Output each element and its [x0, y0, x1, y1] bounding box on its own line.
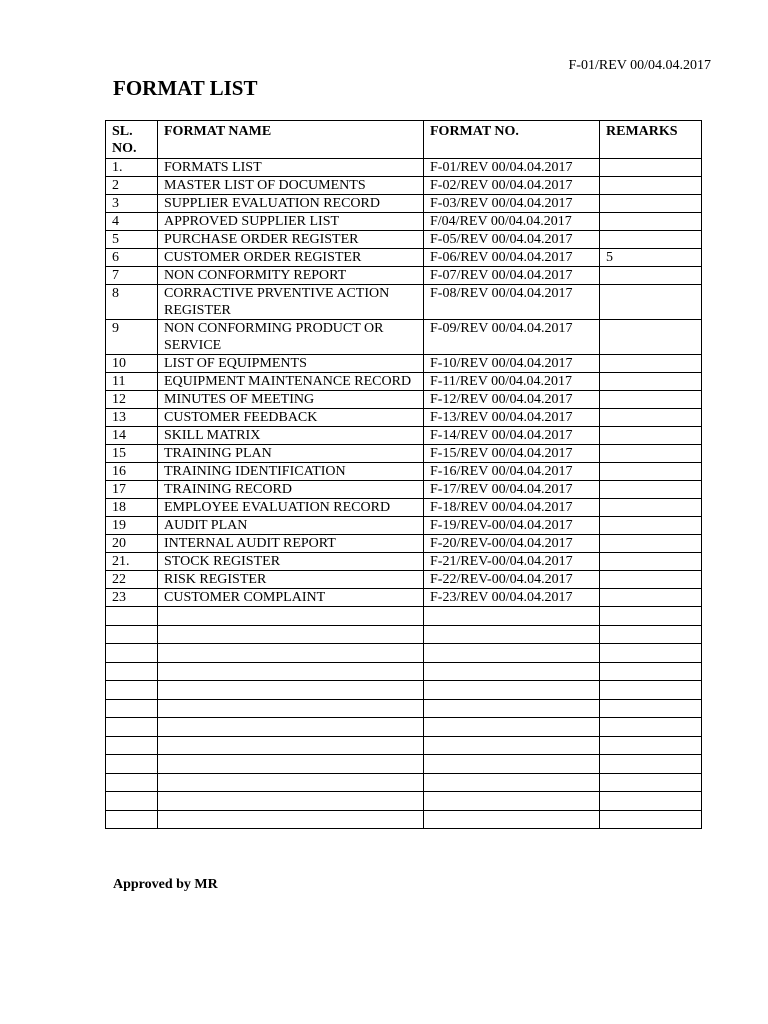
table-header-row: [106, 121, 702, 159]
format-no-cell: F-22/REV-00/04.04.2017: [424, 571, 600, 589]
format-name-cell: CUSTOMER ORDER REGISTER: [158, 249, 424, 267]
empty-cell: [600, 625, 702, 644]
format-name-cell: TRAINING RECORD: [158, 481, 424, 499]
empty-cell: [600, 792, 702, 811]
format-no-cell: F-03/REV 00/04.04.2017: [424, 195, 600, 213]
empty-cell: [106, 625, 158, 644]
table-row: [106, 391, 702, 409]
sl-no-cell: 20: [106, 535, 158, 553]
empty-cell: [424, 810, 600, 829]
format-name-cell: EMPLOYEE EVALUATION RECORD: [158, 499, 424, 517]
empty-cell: [106, 718, 158, 737]
empty-table-row: [106, 792, 702, 811]
format-no-cell: F-01/REV 00/04.04.2017: [424, 159, 600, 177]
table-row: [106, 373, 702, 391]
empty-cell: [106, 662, 158, 681]
format-name-cell: AUDIT PLAN: [158, 517, 424, 535]
empty-table-row: [106, 755, 702, 774]
table-row: [106, 159, 702, 177]
empty-cell: [424, 736, 600, 755]
sl-no-cell: 7: [106, 267, 158, 285]
format-name-cell: TRAINING IDENTIFICATION: [158, 463, 424, 481]
table-row: [106, 213, 702, 231]
empty-cell: [424, 699, 600, 718]
format-name-cell: CORRACTIVE PRVENTIVE ACTION REGISTER: [158, 285, 424, 320]
sl-no-cell: 1.: [106, 159, 158, 177]
document-code: F-01/REV 00/04.04.2017: [568, 58, 711, 73]
format-name-cell: EQUIPMENT MAINTENANCE RECORD: [158, 373, 424, 391]
sl-no-cell: 17: [106, 481, 158, 499]
empty-table-row: [106, 681, 702, 700]
empty-cell: [106, 699, 158, 718]
table-row: [106, 267, 702, 285]
table-row: [106, 481, 702, 499]
format-no-cell: F-07/REV 00/04.04.2017: [424, 267, 600, 285]
empty-cell: [600, 607, 702, 626]
remarks-cell: [600, 320, 702, 355]
table-row: [106, 589, 702, 607]
column-header-sl-no: SL. NO.: [106, 121, 158, 159]
remarks-cell: [600, 535, 702, 553]
sl-no-cell: 10: [106, 355, 158, 373]
remarks-cell: [600, 195, 702, 213]
sl-no-cell: 6: [106, 249, 158, 267]
sl-no-cell: 23: [106, 589, 158, 607]
table-row: [106, 517, 702, 535]
sl-no-cell: 8: [106, 285, 158, 320]
remarks-cell: [600, 553, 702, 571]
table-row: [106, 553, 702, 571]
empty-cell: [424, 755, 600, 774]
format-no-cell: F-17/REV 00/04.04.2017: [424, 481, 600, 499]
sl-no-cell: 12: [106, 391, 158, 409]
sl-no-cell: 4: [106, 213, 158, 231]
sl-no-cell: 11: [106, 373, 158, 391]
empty-table-row: [106, 736, 702, 755]
empty-table-row: [106, 718, 702, 737]
format-name-cell: NON CONFORMITY REPORT: [158, 267, 424, 285]
table-row: [106, 571, 702, 589]
remarks-cell: [600, 213, 702, 231]
format-no-cell: F-02/REV 00/04.04.2017: [424, 177, 600, 195]
table-row: [106, 177, 702, 195]
empty-cell: [158, 662, 424, 681]
empty-cell: [158, 644, 424, 663]
table-row: [106, 409, 702, 427]
page-title: FORMAT LIST: [113, 76, 258, 100]
empty-cell: [600, 699, 702, 718]
format-no-cell: F-20/REV-00/04.04.2017: [424, 535, 600, 553]
format-no-cell: F-12/REV 00/04.04.2017: [424, 391, 600, 409]
format-no-cell: F-23/REV 00/04.04.2017: [424, 589, 600, 607]
format-name-cell: APPROVED SUPPLIER LIST: [158, 213, 424, 231]
sl-no-cell: 19: [106, 517, 158, 535]
column-header-format-name: FORMAT NAME: [158, 121, 424, 159]
format-name-cell: INTERNAL AUDIT REPORT: [158, 535, 424, 553]
empty-cell: [158, 755, 424, 774]
remarks-cell: 5: [600, 249, 702, 267]
empty-cell: [106, 736, 158, 755]
empty-table-row: [106, 699, 702, 718]
format-no-cell: F-11/REV 00/04.04.2017: [424, 373, 600, 391]
empty-cell: [600, 681, 702, 700]
empty-cell: [158, 792, 424, 811]
empty-cell: [158, 607, 424, 626]
remarks-cell: [600, 373, 702, 391]
table-row: [106, 231, 702, 249]
empty-cell: [424, 718, 600, 737]
empty-cell: [600, 773, 702, 792]
remarks-cell: [600, 285, 702, 320]
empty-cell: [424, 625, 600, 644]
format-no-cell: F-10/REV 00/04.04.2017: [424, 355, 600, 373]
remarks-cell: [600, 463, 702, 481]
empty-cell: [600, 810, 702, 829]
empty-table-row: [106, 607, 702, 626]
empty-cell: [106, 681, 158, 700]
empty-cell: [424, 681, 600, 700]
format-name-cell: FORMATS LIST: [158, 159, 424, 177]
format-no-cell: F-16/REV 00/04.04.2017: [424, 463, 600, 481]
sl-no-cell: 15: [106, 445, 158, 463]
sl-no-cell: 22: [106, 571, 158, 589]
empty-cell: [424, 607, 600, 626]
sl-no-cell: 3: [106, 195, 158, 213]
format-no-cell: F/04/REV 00/04.04.2017: [424, 213, 600, 231]
format-no-cell: F-18/REV 00/04.04.2017: [424, 499, 600, 517]
empty-cell: [158, 736, 424, 755]
approved-by-label: Approved by MR: [113, 877, 218, 892]
empty-cell: [106, 773, 158, 792]
table-row: [106, 427, 702, 445]
format-name-cell: SUPPLIER EVALUATION RECORD: [158, 195, 424, 213]
format-no-cell: F-15/REV 00/04.04.2017: [424, 445, 600, 463]
empty-cell: [106, 755, 158, 774]
table-row: [106, 445, 702, 463]
table-row: [106, 285, 702, 320]
empty-cell: [424, 792, 600, 811]
sl-no-cell: 21.: [106, 553, 158, 571]
empty-table-row: [106, 662, 702, 681]
empty-cell: [158, 810, 424, 829]
format-name-cell: LIST OF EQUIPMENTS: [158, 355, 424, 373]
format-no-cell: F-21/REV-00/04.04.2017: [424, 553, 600, 571]
remarks-cell: [600, 589, 702, 607]
empty-cell: [158, 681, 424, 700]
empty-table-row: [106, 625, 702, 644]
column-header-remarks: REMARKS: [600, 121, 702, 159]
empty-cell: [600, 755, 702, 774]
table-row: [106, 499, 702, 517]
remarks-cell: [600, 571, 702, 589]
format-name-cell: STOCK REGISTER: [158, 553, 424, 571]
format-no-cell: F-19/REV-00/04.04.2017: [424, 517, 600, 535]
format-name-cell: NON CONFORMING PRODUCT OR SERVICE: [158, 320, 424, 355]
remarks-cell: [600, 231, 702, 249]
sl-no-cell: 13: [106, 409, 158, 427]
table-row: [106, 355, 702, 373]
remarks-cell: [600, 177, 702, 195]
table-row: [106, 535, 702, 553]
empty-cell: [424, 644, 600, 663]
sl-no-cell: 18: [106, 499, 158, 517]
remarks-cell: [600, 445, 702, 463]
remarks-cell: [600, 481, 702, 499]
sl-no-cell: 2: [106, 177, 158, 195]
format-name-cell: CUSTOMER FEEDBACK: [158, 409, 424, 427]
format-no-cell: F-06/REV 00/04.04.2017: [424, 249, 600, 267]
empty-cell: [158, 718, 424, 737]
format-name-cell: MINUTES OF MEETING: [158, 391, 424, 409]
table-row: [106, 320, 702, 355]
remarks-cell: [600, 517, 702, 535]
remarks-cell: [600, 267, 702, 285]
format-no-cell: F-09/REV 00/04.04.2017: [424, 320, 600, 355]
remarks-cell: [600, 355, 702, 373]
table-body: [106, 159, 702, 829]
sl-no-cell: 9: [106, 320, 158, 355]
sl-no-cell: 16: [106, 463, 158, 481]
table-row: [106, 249, 702, 267]
empty-table-row: [106, 810, 702, 829]
format-list-table: [105, 120, 702, 829]
empty-cell: [106, 810, 158, 829]
empty-table-row: [106, 773, 702, 792]
table-row: [106, 195, 702, 213]
empty-table-row: [106, 644, 702, 663]
empty-cell: [424, 773, 600, 792]
empty-cell: [600, 644, 702, 663]
remarks-cell: [600, 427, 702, 445]
empty-cell: [158, 773, 424, 792]
format-no-cell: F-05/REV 00/04.04.2017: [424, 231, 600, 249]
empty-cell: [106, 792, 158, 811]
empty-cell: [600, 718, 702, 737]
format-name-cell: PURCHASE ORDER REGISTER: [158, 231, 424, 249]
format-name-cell: RISK REGISTER: [158, 571, 424, 589]
format-name-cell: CUSTOMER COMPLAINT: [158, 589, 424, 607]
sl-no-cell: 14: [106, 427, 158, 445]
column-header-format-no: FORMAT NO.: [424, 121, 600, 159]
remarks-cell: [600, 499, 702, 517]
remarks-cell: [600, 409, 702, 427]
empty-cell: [158, 699, 424, 718]
empty-cell: [424, 662, 600, 681]
empty-cell: [106, 607, 158, 626]
format-name-cell: TRAINING PLAN: [158, 445, 424, 463]
empty-cell: [600, 736, 702, 755]
format-name-cell: SKILL MATRIX: [158, 427, 424, 445]
sl-no-cell: 5: [106, 231, 158, 249]
remarks-cell: [600, 391, 702, 409]
table-row: [106, 463, 702, 481]
format-no-cell: F-08/REV 00/04.04.2017: [424, 285, 600, 320]
empty-cell: [158, 625, 424, 644]
format-name-cell: MASTER LIST OF DOCUMENTS: [158, 177, 424, 195]
format-no-cell: F-14/REV 00/04.04.2017: [424, 427, 600, 445]
empty-cell: [600, 662, 702, 681]
empty-cell: [106, 644, 158, 663]
remarks-cell: [600, 159, 702, 177]
format-no-cell: F-13/REV 00/04.04.2017: [424, 409, 600, 427]
